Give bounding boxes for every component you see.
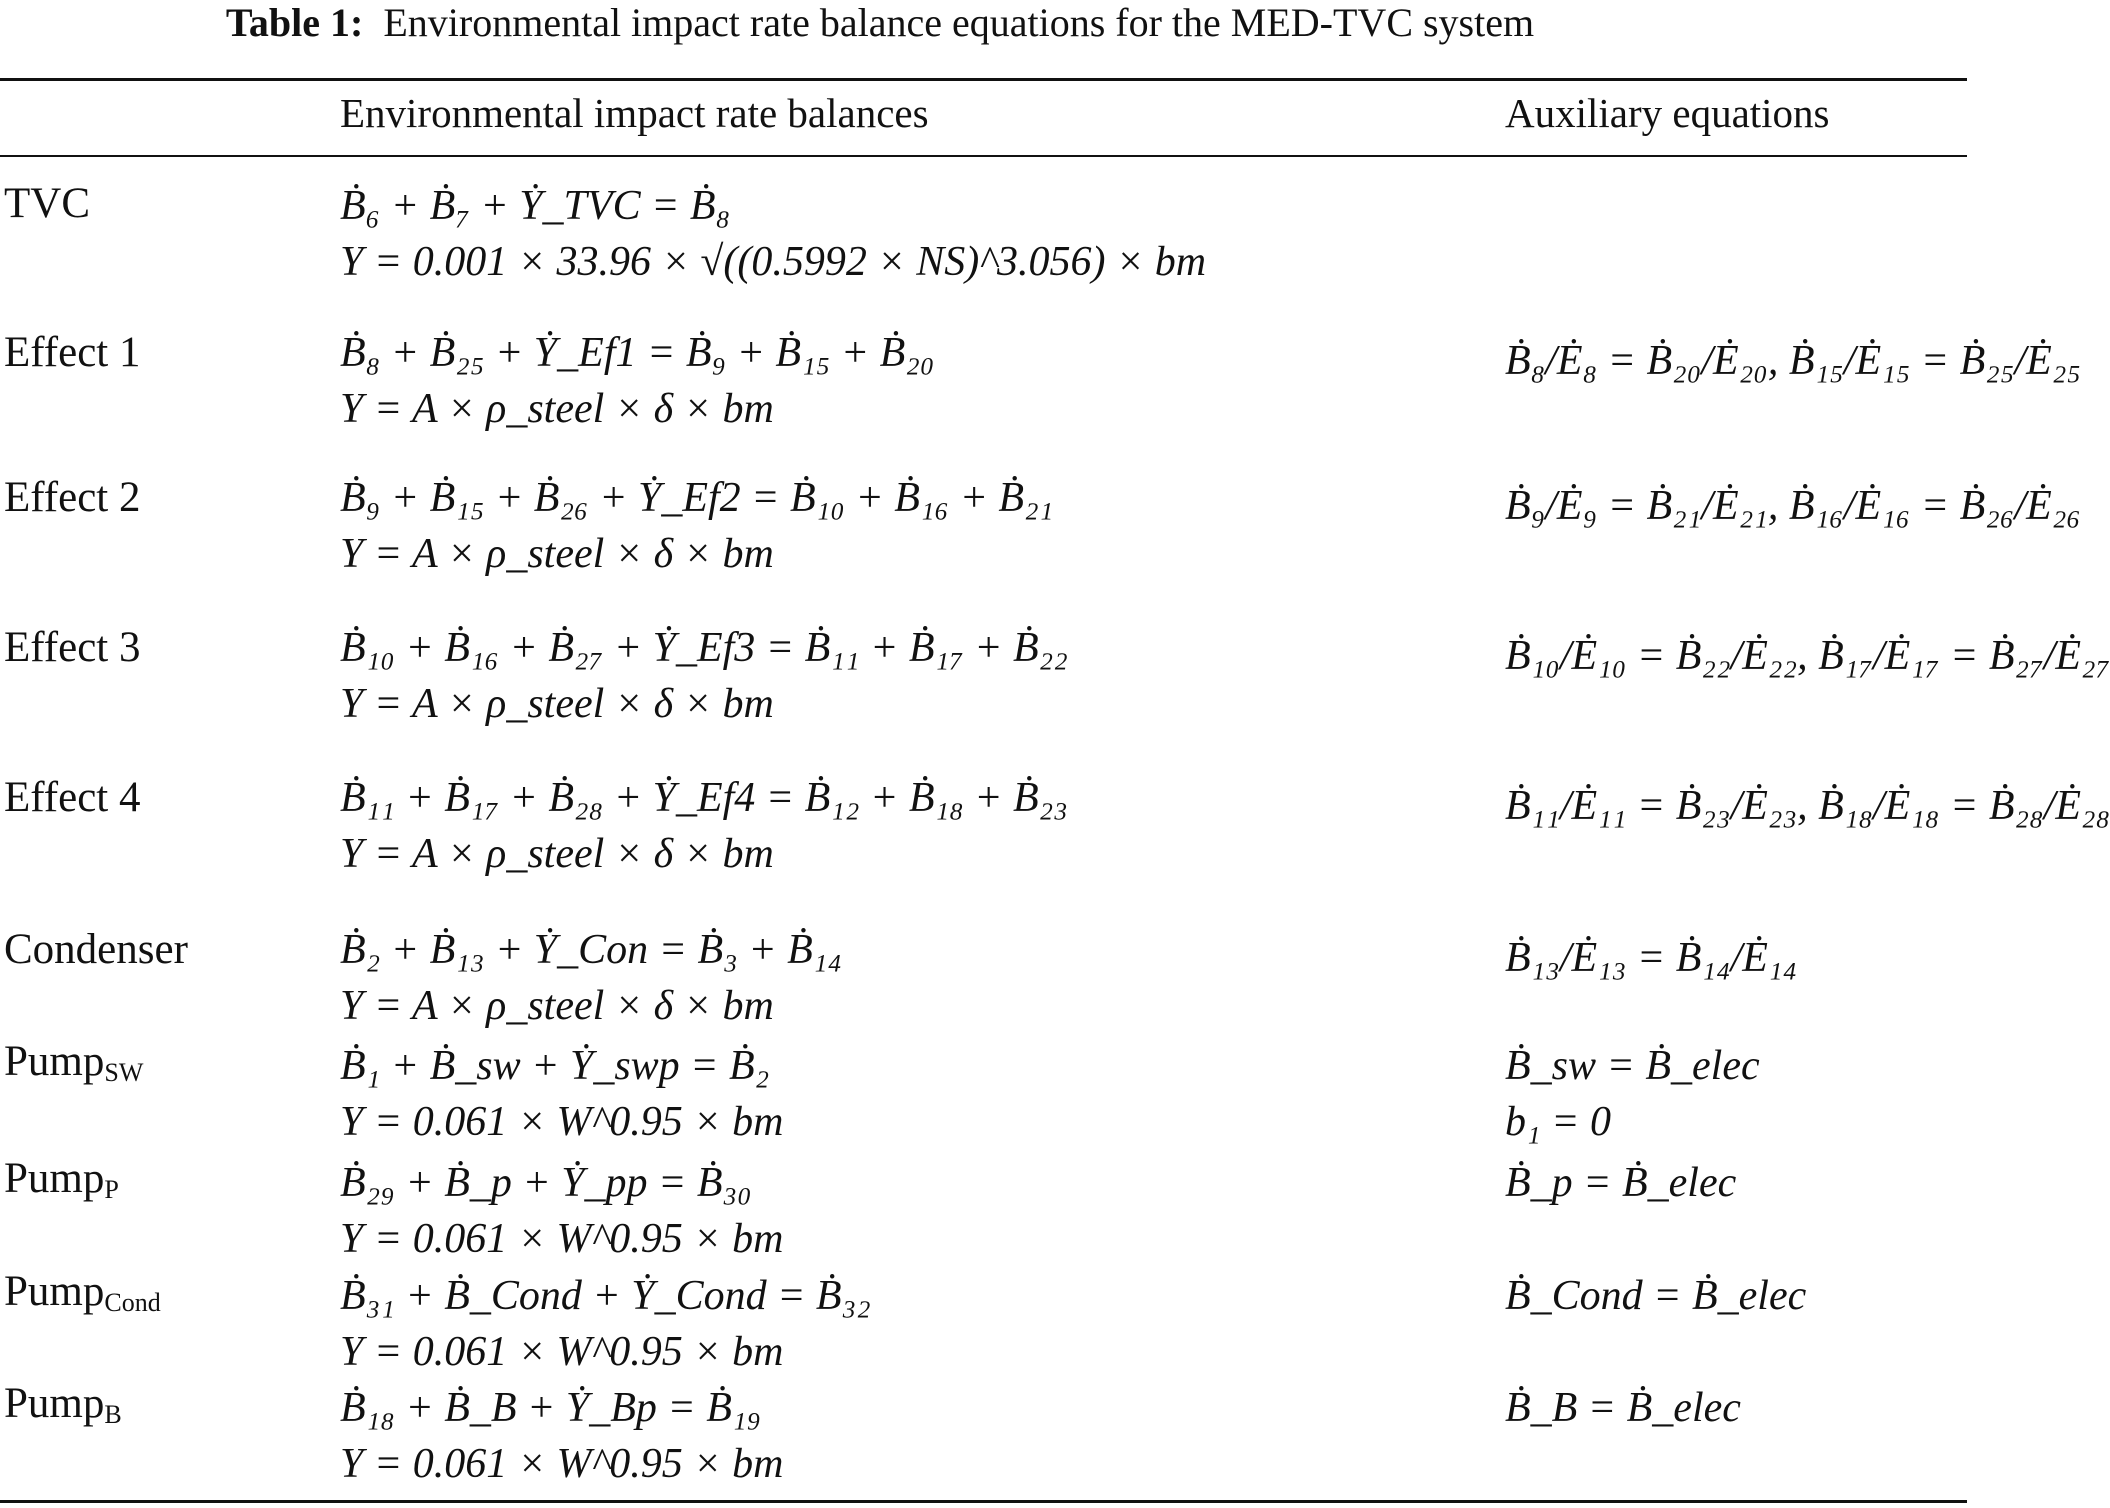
row-label: Pump$_B$ — [4, 1380, 122, 1429]
model-line: Y = 0.061 × W^0.95 × bm — [340, 1441, 784, 1487]
row-label: Pump$_P$ — [4, 1155, 119, 1204]
row-label: Pump$_{SW}$ — [4, 1038, 144, 1087]
balance-equation — [340, 1268, 871, 1380]
table-caption-text: Environmental impact rate balance equations for the MED-TVC system — [383, 0, 1535, 45]
model-line: Y = A × ρ_steel × δ × bm — [340, 983, 774, 1029]
aux-line: Ḃ_sw = Ḃ_elec — [1505, 1043, 1760, 1089]
auxiliary-equation — [1505, 1380, 1741, 1436]
auxiliary-equation — [1505, 1038, 1760, 1150]
auxiliary-equation — [1505, 1155, 1736, 1211]
balance-equation — [340, 1155, 783, 1267]
aux-line: b₁ = 0 — [1505, 1099, 1611, 1145]
header-auxiliary: Auxiliary equations — [1505, 90, 1830, 136]
balance-line: Ḃ₁₈ + Ḃ_B + Ẏ_Bp = Ḃ₁₉ — [340, 1385, 762, 1431]
balance-line: Ḃ₁ + Ḃ_sw + Ẏ_swp = Ḃ₂ — [340, 1043, 770, 1089]
auxiliary-equation — [1505, 478, 2081, 534]
auxiliary-equation — [1505, 778, 2110, 834]
model-line: Y = A × ρ_steel × δ × bm — [340, 681, 774, 727]
balance-line: Ḃ₂₉ + Ḃ_p + Ẏ_pp = Ḃ₃₀ — [340, 1160, 752, 1206]
row-label: Effect 3 — [4, 624, 141, 671]
balance-line: Ḃ₁₀ + Ḃ₁₆ + Ḃ₂₇ + Ẏ_Ef3 = Ḃ₁₁ + Ḃ₁₇ + Ḃ₂₂ — [340, 625, 1068, 671]
aux-line: Ḃ_Cond = Ḃ_elec — [1505, 1273, 1807, 1319]
aux-line: Ḃ₁₃/Ė₁₃ = Ḃ₁₄/Ė₁₄ — [1505, 935, 1798, 981]
auxiliary-equation — [1505, 628, 2110, 684]
aux-line: Ḃ_p = Ḃ_elec — [1505, 1160, 1737, 1206]
header-rule — [0, 155, 1967, 157]
balance-equation — [340, 178, 1206, 290]
row-label: Condenser — [4, 926, 188, 973]
balance-equation — [340, 325, 934, 437]
model-line: Y = 0.061 × W^0.95 × bm — [340, 1099, 784, 1145]
model-line: Y = A × ρ_steel × δ × bm — [340, 386, 774, 432]
balance-equation — [340, 620, 1068, 732]
balance-line: Ḃ₉ + Ḃ₁₅ + Ḃ₂₆ + Ẏ_Ef2 = Ḃ₁₀ + Ḃ₁₆ + Ḃ₂₁ — [340, 475, 1054, 521]
header-balances: Environmental impact rate balances — [340, 90, 929, 136]
row-label: TVC — [4, 180, 90, 227]
model-line: Y = 0.061 × W^0.95 × bm — [340, 1329, 784, 1375]
auxiliary-equation — [1505, 1268, 1806, 1324]
balance-line: Ḃ₈ + Ḃ₂₅ + Ẏ_Ef1 = Ḃ₉ + Ḃ₁₅ + Ḃ₂₀ — [340, 330, 935, 376]
balance-line: Ḃ₁₁ + Ḃ₁₇ + Ḃ₂₈ + Ẏ_Ef4 = Ḃ₁₂ + Ḃ₁₈ + Ḃ₂₃ — [340, 775, 1068, 821]
aux-line: Ḃ_B = Ḃ_elec — [1505, 1385, 1741, 1431]
balance-equation — [340, 922, 842, 1034]
balance-equation — [340, 770, 1068, 882]
model-line: Y = A × ρ_steel × δ × bm — [340, 831, 774, 877]
bottom-rule — [0, 1500, 1967, 1503]
row-label: Pump$_{Cond}$ — [4, 1268, 161, 1317]
balance-line: Ḃ₆ + Ḃ₇ + Ẏ_TVC = Ḃ₈ — [340, 183, 731, 229]
aux-line: Ḃ₁₁/Ė₁₁ = Ḃ₂₃/Ė₂₃, Ḃ₁₈/Ė₁₈ = Ḃ₂₈/Ė₂₈ — [1505, 783, 2110, 829]
top-rule — [0, 78, 1967, 81]
aux-line: Ḃ₉/Ė₉ = Ḃ₂₁/Ė₂₁, Ḃ₁₆/Ė₁₆ = Ḃ₂₆/Ė₂₆ — [1505, 483, 2082, 529]
balance-line: Ḃ₃₁ + Ḃ_Cond + Ẏ_Cond = Ḃ₃₂ — [340, 1273, 871, 1319]
model-line: Y = 0.061 × W^0.95 × bm — [340, 1216, 784, 1262]
row-label: Effect 1 — [4, 329, 141, 376]
balance-equation — [340, 1380, 783, 1492]
balance-equation — [340, 1038, 783, 1150]
auxiliary-equation — [1505, 333, 2081, 389]
model-line: Y = 0.001 × 33.96 × √((0.5992 × NS)^3.056) × bm — [340, 239, 1207, 285]
balance-line: Ḃ₂ + Ḃ₁₃ + Ẏ_Con = Ḃ₃ + Ḃ₁₄ — [340, 927, 842, 973]
table-caption — [0, 0, 1760, 46]
balance-equation — [340, 470, 1053, 582]
model-line: Y = A × ρ_steel × δ × bm — [340, 531, 774, 577]
table-caption-label: Table 1: — [225, 0, 364, 45]
aux-line: Ḃ₁₀/Ė₁₀ = Ḃ₂₂/Ė₂₂, Ḃ₁₇/Ė₁₇ = Ḃ₂₇/Ė₂₇ — [1505, 633, 2110, 679]
row-label: Effect 2 — [4, 474, 141, 521]
row-label: Effect 4 — [4, 774, 141, 821]
aux-line: Ḃ₈/Ė₈ = Ḃ₂₀/Ė₂₀, Ḃ₁₅/Ė₁₅ = Ḃ₂₅/Ė₂₅ — [1505, 338, 2082, 384]
auxiliary-equation — [1505, 930, 1797, 986]
